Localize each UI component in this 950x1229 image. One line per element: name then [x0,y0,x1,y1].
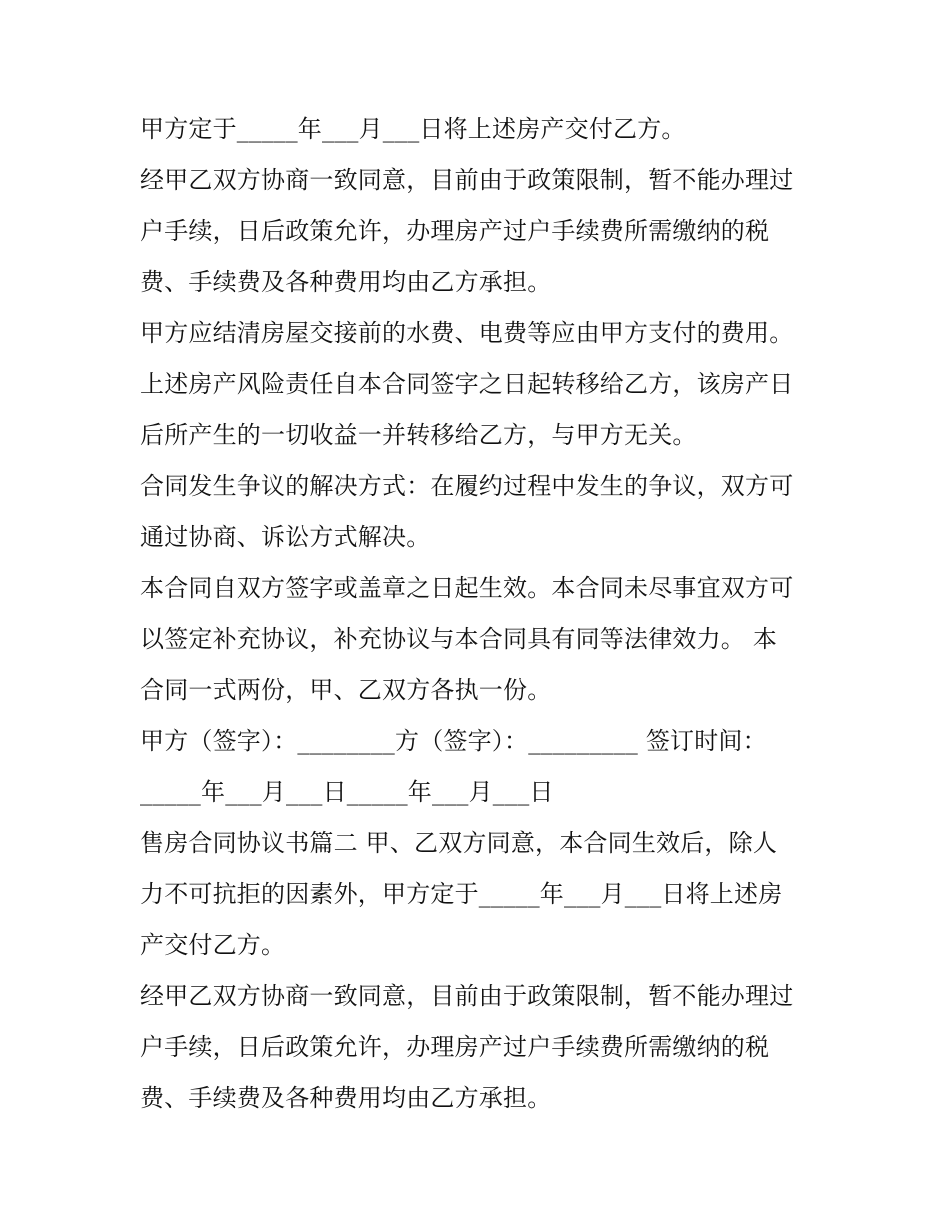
text-line: 上述房产风险责任自本合同签字之日起转移给乙方，该房产日 [140,370,794,398]
text-line: 经甲乙双方协商一致同意，目前由于政策限制，暂不能办理过 [140,166,794,194]
text-line: 户手续，日后政策允许，办理房产过户手续费所需缴纳的税 [140,217,770,245]
text-line: 产交付乙方。 [140,931,286,959]
text-line: 后所产生的一切收益一并转移给乙方，与甲方无关。 [140,421,697,449]
section-heading-line: 售房合同协议书篇二 甲、乙双方同意，本合同生效后，除人 [140,829,778,857]
text-line: 力不可抗拒的因素外，甲方定于_____年___月___日将上述房 [140,880,783,908]
text-line: 本合同自双方签字或盖章之日起生效。本合同未尽事宜双方可 [140,574,794,602]
text-line: 费、手续费及各种费用均由乙方承担。 [140,1084,552,1112]
text-line: 合同一式两份，甲、乙双方各执一份。 [140,676,552,704]
text-line: 通过协商、诉讼方式解决。 [140,523,431,551]
text-line: 费、手续费及各种费用均由乙方承担。 [140,268,552,296]
text-line: 经甲乙双方协商一致同意，目前由于政策限制，暂不能办理过 [140,982,794,1010]
date-line: _____年___月___日_____年___月___日 [140,778,554,806]
text-line: 甲方应结清房屋交接前的水费、电费等应由甲方支付的费用。 [140,319,794,347]
text-line: 合同发生争议的解决方式：在履约过程中发生的争议，双方可 [140,472,794,500]
text-line: 甲方定于_____年___月___日将上述房产交付乙方。 [140,115,686,143]
document-body [140,104,820,1124]
signature-line: 甲方（签字）：________方（签字）：_________ 签订时间： [140,727,767,755]
text-line: 户手续，日后政策允许，办理房产过户手续费所需缴纳的税 [140,1033,770,1061]
text-line: 以签定补充协议，补充协议与本合同具有同等法律效力。 本 [140,625,778,653]
